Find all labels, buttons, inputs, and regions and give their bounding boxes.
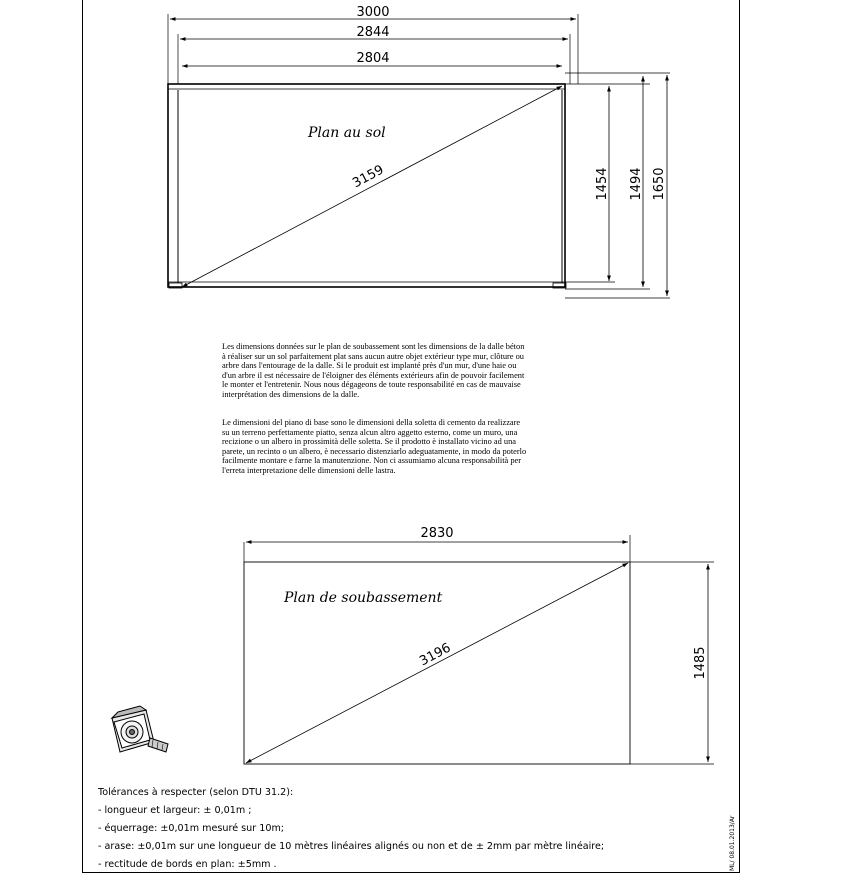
base-dim-height: 1485 — [693, 646, 708, 680]
base-dim-diagonal: 3196 — [417, 640, 454, 670]
reference-code-text: ML/ 08.01.2013/Ar — [729, 815, 736, 871]
floor-plan — [168, 14, 670, 298]
base-dim-width: 2830 — [420, 526, 454, 541]
floor-dim-height-inner: 1454 — [595, 167, 610, 201]
reference-code — [727, 805, 747, 875]
tolerances-block — [98, 784, 604, 874]
italian-note-text: Le dimensioni del piano di base sono le dimensioni della soletta di cemento da realizzare su un terreno perfettamente piatto, senza alcun altro aggetto esterno, come un muro, una recizione o un albero in prossimità delle soletta. Se il prodotto è installato vicino ad una parete, un recinto o un albero, è necessario distenziarlo adeguatamente, in modo da poterlo facilmente montare e farne la manutenzione. Non ci assumiamo alcuna responsabilità per l'erreta interpretazione delle dimensioni delle lastra. — [222, 418, 527, 475]
french-note-text: Les dimensions données sur le plan de soubassement sont les dimensions de la dalle béton à réaliser sur un sol parfaitement plat sans aucun autre objet extérieur type mur, clôture ou arbre dans l'entourage de la dalle. Si le produit est implanté près d'un mur, d'une haie ou d'un arbre il est nécessaire de l'éloigner des éléments extérieurs afin de pouvoir facilement le monter et l'entretenir. Nous nous dégageons de toute responsabilité en cas de mauvaise interprétation des dimensions de la dalle. — [222, 342, 525, 399]
tape-measure-icon — [112, 706, 168, 752]
tolerance-item: - équerrage: ±0,01m mesuré sur 10m; — [98, 823, 285, 834]
tolerance-item: - longueur et largeur: ± 0,01m ; — [98, 805, 252, 816]
floor-dim-height-mid: 1494 — [629, 167, 644, 201]
base-plan — [244, 535, 714, 764]
base-plan-title: Plan de soubassement — [284, 590, 443, 606]
floor-plan-title: Plan au sol — [308, 125, 386, 141]
tolerance-item: - arase: ±0,01m sur une longueur de 10 mètres linéaires alignés ou non et de ± 2mm par mètre linéaire; — [98, 841, 605, 852]
floor-dim-diagonal: 3159 — [350, 162, 387, 192]
floor-dim-width-outer: 3000 — [356, 5, 390, 20]
french-note — [222, 342, 528, 400]
tolerances-heading: Tolérances à respecter (selon DTU 31.2): — [98, 787, 294, 798]
floor-dim-width-mid: 2844 — [356, 25, 390, 40]
dim-line-diagonal-3159 — [182, 86, 562, 287]
tolerance-item: - rectitude de bords en plan: ±5mm . — [98, 859, 277, 870]
floor-dim-width-inner: 2804 — [356, 51, 390, 66]
italian-note — [222, 418, 528, 476]
floor-dim-height-outer: 1650 — [652, 167, 667, 201]
